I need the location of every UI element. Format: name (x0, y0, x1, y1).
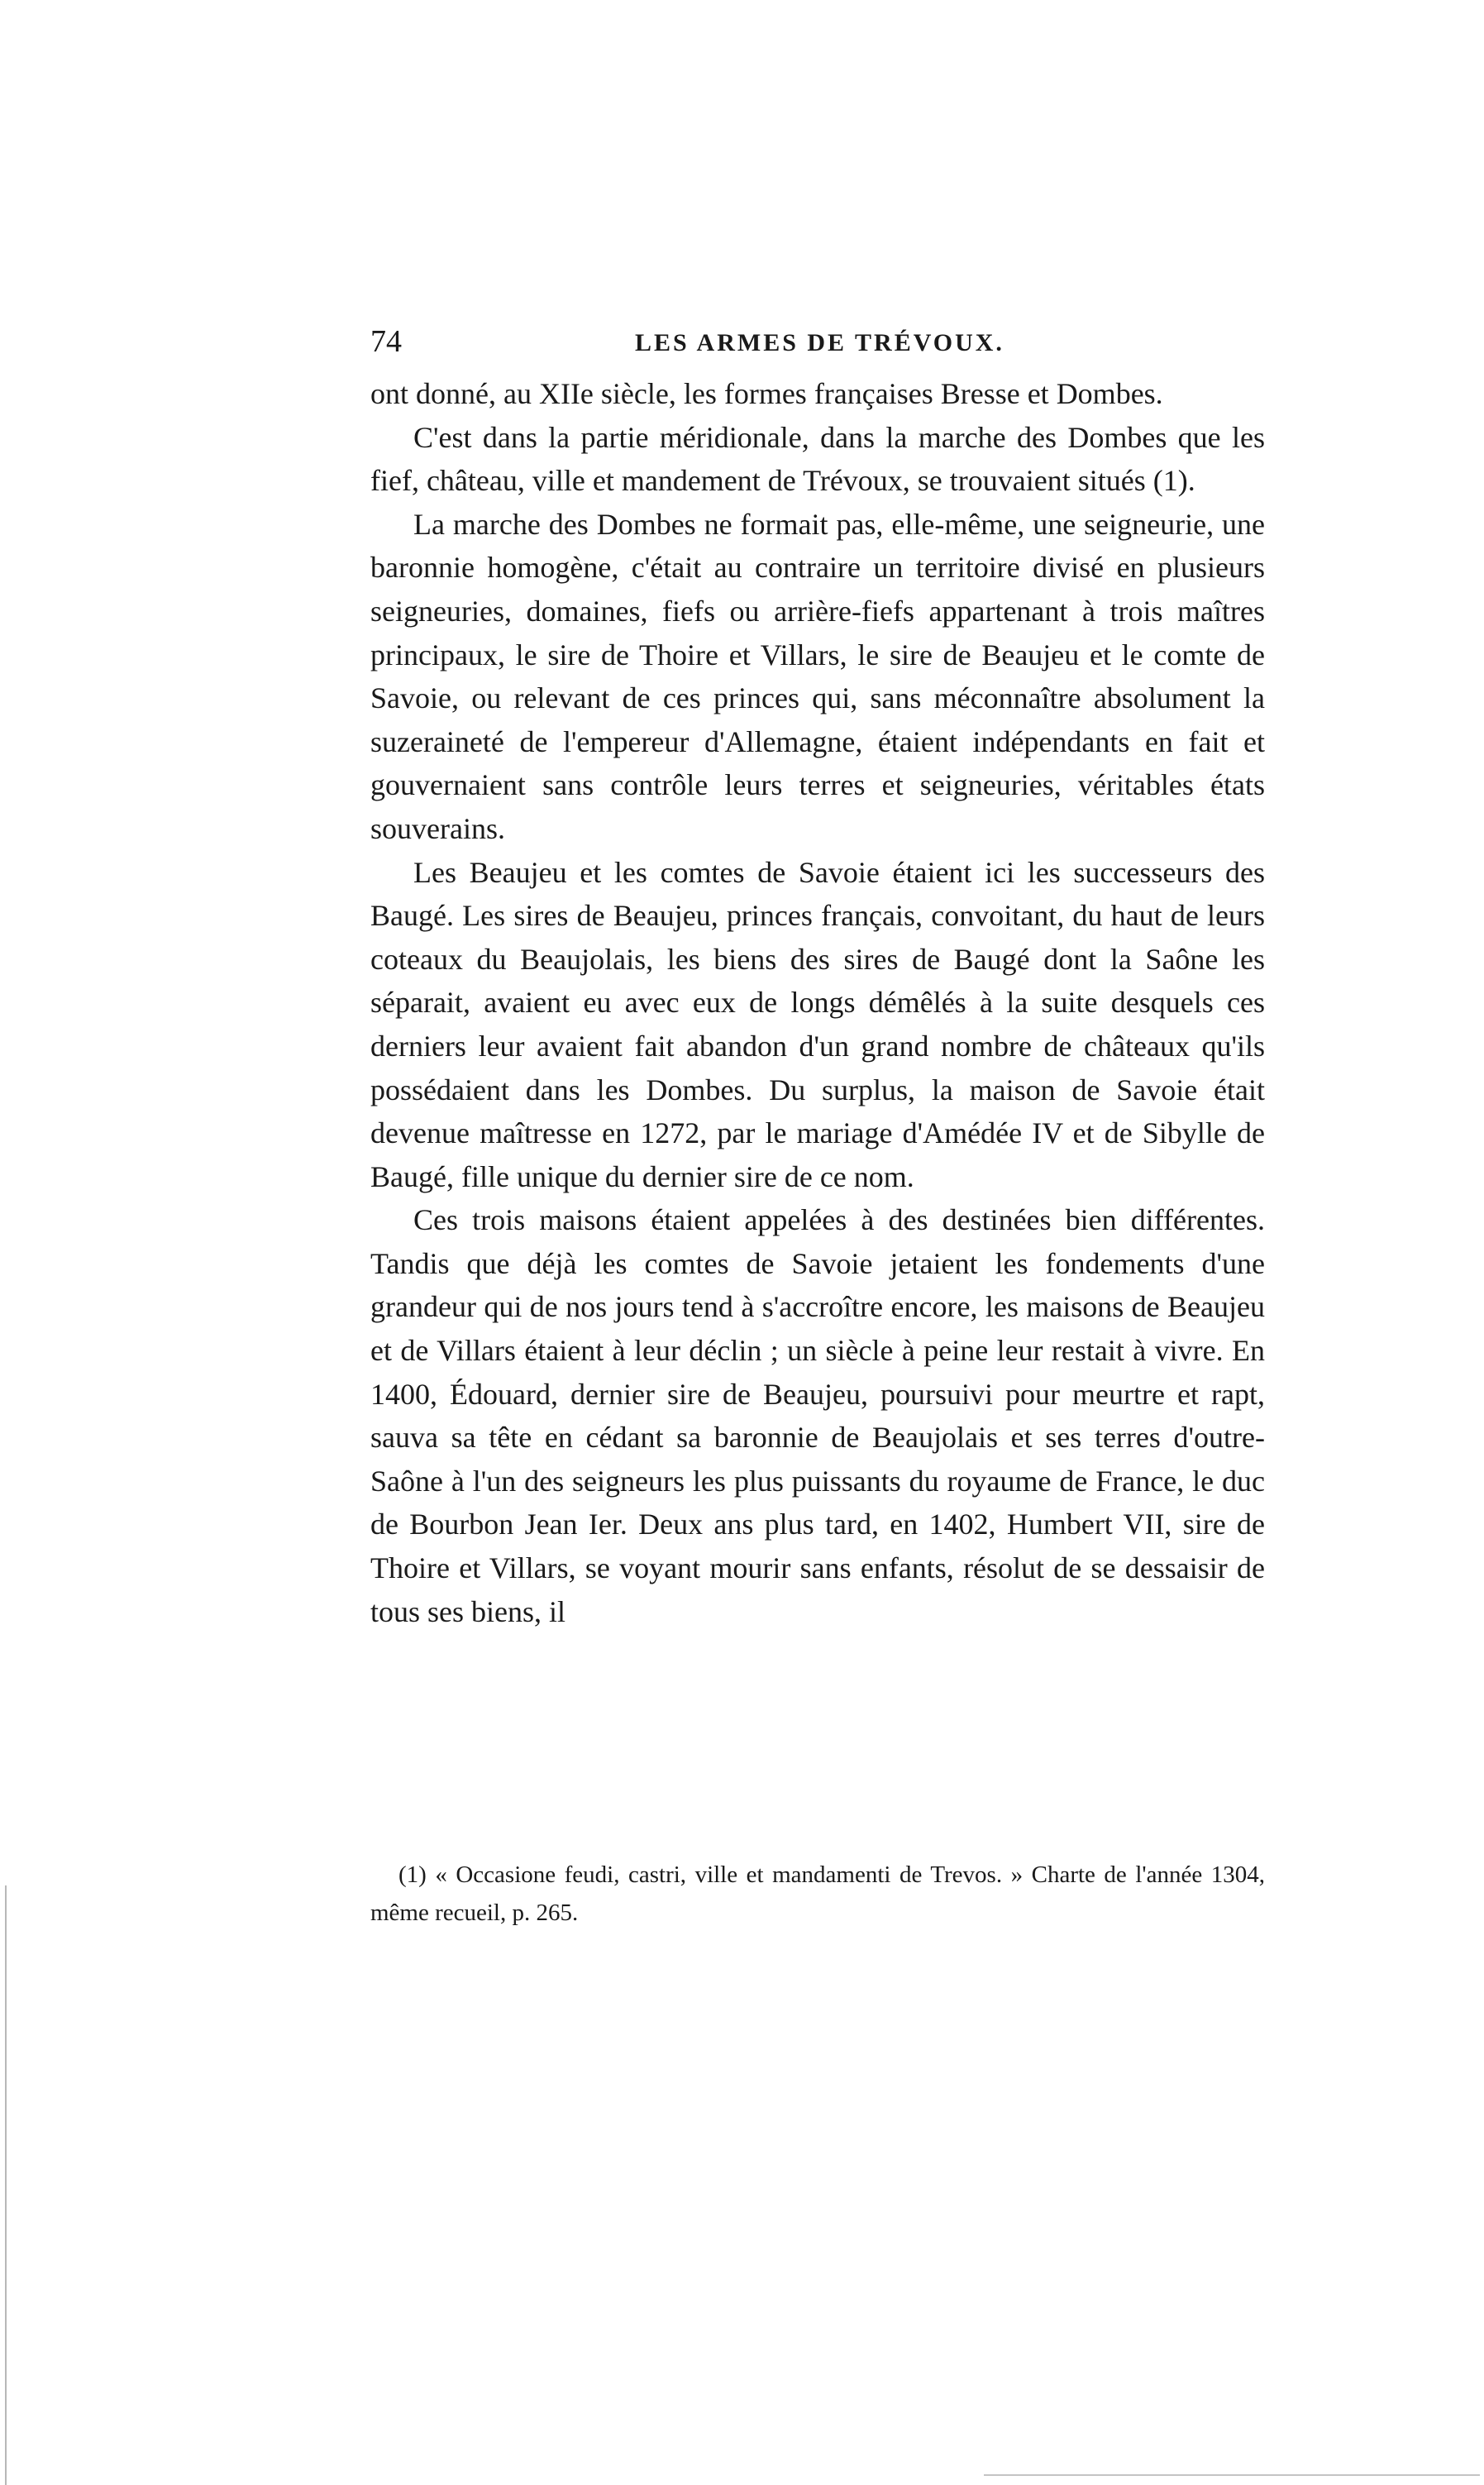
paragraph-1: ont donné, au XIIe siècle, les formes françaises Bresse et Dombes. (370, 377, 1163, 410)
page-number: 74 (370, 324, 402, 359)
footnote-text: (1) « Occasione feudi, castri, ville et mandamenti de Trevos. » Charte de l'année 1304, même recueil, p. 265. (370, 1861, 1265, 1926)
footnote (370, 1856, 1265, 1932)
paragraph-4: Les Beaujeu et les comtes de Savoie étaient ici les successeurs des Baugé. Les sires de Beaujeu, princes français, convoitant, du haut de leurs coteaux du Beaujolais, les biens des sires de Baugé dont la Saône les séparait, avaient eu avec eux de longs démêlés à la suite desquels ces derniers leur avaient fait abandon d'un grand nombre de châteaux qu'ils possédaient dans les Dombes. Du surplus, la maison de Savoie était devenue maîtresse en 1272, par le mariage d'Amédée IV et de Sibylle de Baugé, fille unique du dernier sire de ce nom. (370, 855, 1265, 1193)
scan-bottom-line (984, 2474, 1480, 2476)
running-head: LES ARMES DE TRÉVOUX. (635, 329, 1004, 356)
paragraph-3: La marche des Dombes ne formait pas, elle-même, une seigneurie, une baronnie homogène, c'était au contraire un territoire divisé en plusieurs seigneuries, domaines, fiefs ou arrière-fiefs appartenant à trois maîtres principaux, le sire de Thoire et Villars, le sire de Beaujeu et le comte de Savoie, ou relevant de ces princes qui, sans méconnaître absolument la suzeraineté de l'empereur d'Allemagne, étaient indépendants en fait et gouvernaient sans contrôle leurs terres et seigneuries, véritables états souverains. (370, 507, 1265, 845)
body-text (370, 372, 1265, 1633)
paragraph-5: Ces trois maisons étaient appelées à des destinées bien différentes. Tandis que déjà les comtes de Savoie jetaient les fondements d'une grandeur qui de nos jours tend à s'accroître encore, les maisons de Beaujeu et de Villars étaient à leur déclin ; un siècle à peine leur restait à vivre. En 1400, Édouard, dernier sire de Beaujeu, poursuivi pour meurtre et rapt, sauva sa tête en cédant sa baronnie de Beaujolais et ses terres d'outre-Saône à l'un des seigneurs les plus puissants du royaume de France, le duc de Bourbon Jean Ier. Deux ans plus tard, en 1402, Humbert VII, sire de Thoire et Villars, se voyant mourir sans enfants, résolut de se dessaisir de tous ses biens, il (370, 1203, 1265, 1628)
page-header (370, 321, 1272, 362)
scan-edge-line (5, 1885, 7, 2485)
paragraph-2: C'est dans la partie méridionale, dans la marche des Dombes que les fief, château, ville et mandement de Trévoux, se trouvaient situés (1). (370, 420, 1265, 498)
